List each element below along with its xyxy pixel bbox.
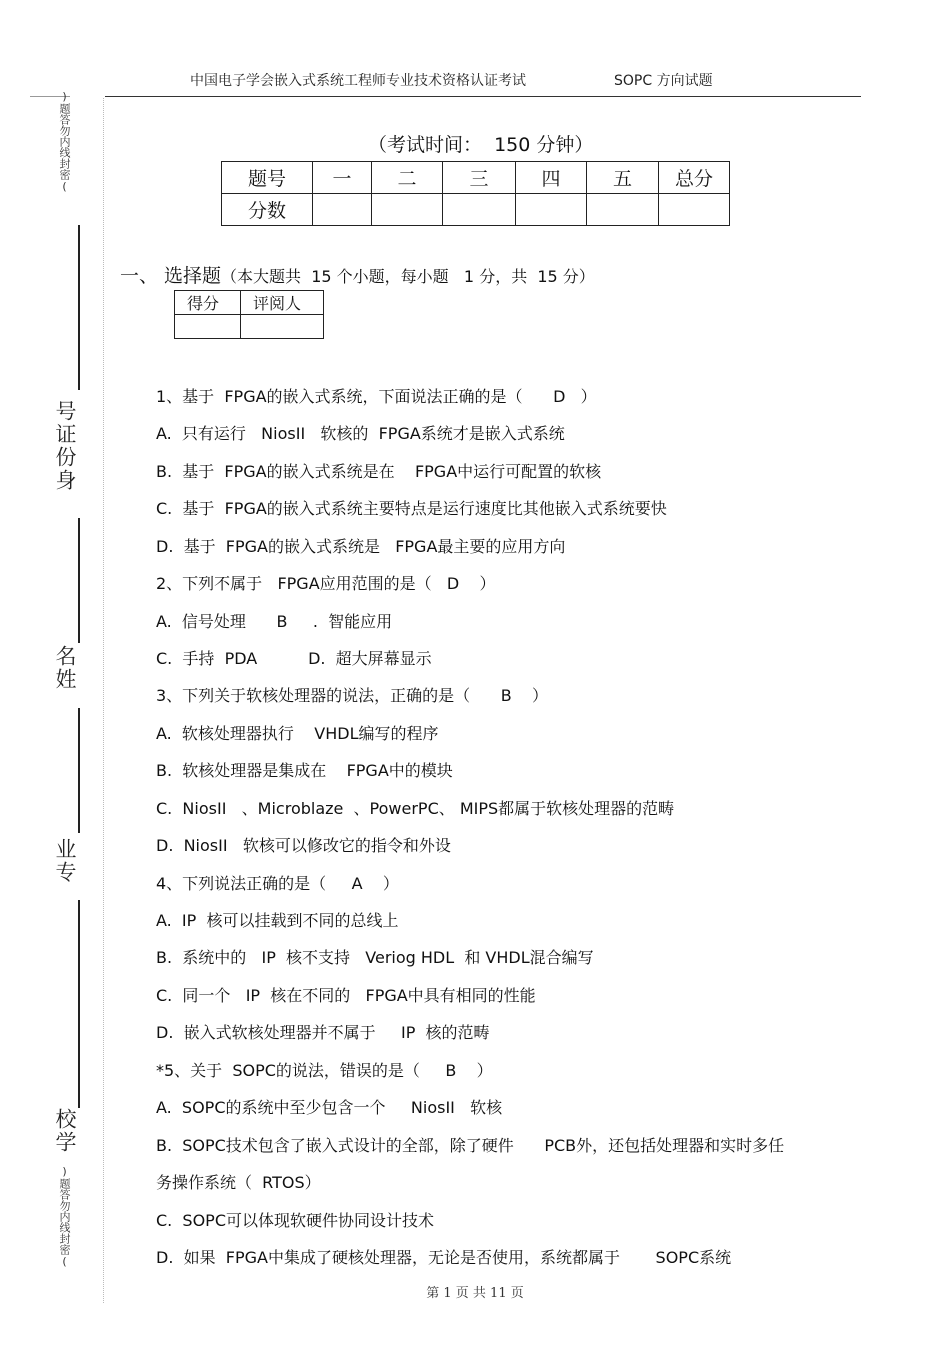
option-5d: D. 如果 FPGA中集成了硬核处理器，无论是否使用，系统都属于 SOPC系统: [156, 1248, 732, 1267]
header-rule: [105, 96, 861, 97]
option-5c: C. SOPC可以体现软硬件协同设计技术: [156, 1211, 435, 1230]
exam-time: （考试时间： 150 分钟）: [368, 134, 594, 156]
binding-line: [78, 900, 80, 1108]
option-4a: A. IP 核可以挂载到不同的总线上: [156, 911, 399, 930]
option-4d: D. 嵌入式软核处理器并不属于 IP 核的范畴: [156, 1023, 490, 1042]
score-header-cell: 四: [516, 162, 587, 194]
name-label: 名姓: [53, 645, 77, 691]
seal-text-bottom: )题答勿内线封密(: [58, 1165, 71, 1268]
score-row-label: 分数: [222, 194, 313, 226]
binding-dotted-line: [103, 98, 104, 1303]
score-cell[interactable]: [313, 194, 372, 226]
binding-line: [78, 518, 80, 643]
question-1: 1、基于 FPGA的嵌入式系统，下面说法正确的是（ D ）: [156, 387, 597, 406]
score-header-cell: 五: [587, 162, 659, 194]
option-5b-continued: 务操作系统（ RTOS）: [156, 1173, 321, 1192]
binding-line: [78, 708, 80, 833]
grader-table: [174, 290, 324, 339]
question-3: 3、下列关于软核处理器的说法，正确的是（ B ）: [156, 686, 549, 705]
school-label: 校学: [53, 1108, 77, 1154]
grader-score-label: 得分: [175, 291, 241, 315]
score-cell[interactable]: [443, 194, 516, 226]
option-3a: A. 软核处理器执行 VHDL编写的程序: [156, 724, 439, 743]
score-header-cell: 一: [313, 162, 372, 194]
option-2cd: C. 手持 PDA D. 超大屏幕显示: [156, 649, 432, 668]
grader-score-cell[interactable]: [175, 315, 241, 339]
option-5b: B. SOPC技术包含了嵌入式设计的全部，除了硬件 PCB外，还包括处理器和实时多任: [156, 1136, 785, 1155]
option-4c: C. 同一个 IP 核在不同的 FPGA中具有相同的性能: [156, 986, 536, 1005]
option-3c: C. NiosII 、Microblaze 、PowerPC、 MIPS都属于软核处理器的范畴: [156, 799, 675, 818]
question-5: *5、关于 SOPC的说法，错误的是（ B ）: [156, 1061, 493, 1080]
section-heading: [120, 261, 595, 288]
score-table-header-row: [222, 162, 730, 194]
grader-name-label: 评阅人: [241, 291, 324, 315]
id-number-label: 号证份身: [53, 400, 77, 492]
page-footer: 第 1 页 共 11 页: [426, 1286, 524, 1301]
seal-text-top: )题答勿内线封密(: [58, 90, 71, 193]
score-table-score-row: [222, 194, 730, 226]
question-4: 4、下列说法正确的是（ A ）: [156, 874, 399, 893]
option-3b: B. 软核处理器是集成在 FPGA中的模块: [156, 761, 453, 780]
score-cell[interactable]: [587, 194, 659, 226]
option-1d: D. 基于 FPGA的嵌入式系统是 FPGA最主要的应用方向: [156, 537, 566, 556]
option-1a: A. 只有运行 NiosII 软核的 FPGA系统才是嵌入式系统: [156, 424, 565, 443]
option-4b: B. 系统中的 IP 核不支持 Veriog HDL 和 VHDL混合编写: [156, 948, 594, 967]
option-1b: B. 基于 FPGA的嵌入式系统是在 FPGA中运行可配置的软核: [156, 462, 602, 481]
score-cell[interactable]: [659, 194, 730, 226]
question-2: 2、下列不属于 FPGA应用范围的是（ D ）: [156, 574, 496, 593]
score-header-cell: 二: [372, 162, 443, 194]
score-header-cell: 三: [443, 162, 516, 194]
score-header-cell: 题号: [222, 162, 313, 194]
exam-direction: SOPC 方向试题: [614, 73, 713, 89]
major-label: 业专: [53, 838, 77, 884]
score-table: [221, 161, 730, 226]
score-cell[interactable]: [372, 194, 443, 226]
option-3d: D. NiosII 软核可以修改它的指令和外设: [156, 836, 451, 855]
binding-line: [78, 225, 80, 390]
option-1c: C. 基于 FPGA的嵌入式系统主要特点是运行速度比其他嵌入式系统要快: [156, 499, 667, 518]
grader-name-cell[interactable]: [241, 315, 324, 339]
exam-title: 中国电子学会嵌入式系统工程师专业技术资格认证考试: [190, 73, 526, 89]
score-header-cell: 总分: [659, 162, 730, 194]
section-title: 一、 选择题: [120, 265, 222, 287]
option-2ab: A. 信号处理 B . 智能应用: [156, 612, 393, 631]
option-5a: A. SOPC的系统中至少包含一个 NiosII 软核: [156, 1098, 503, 1117]
section-note: （本大题共 15 个小题，每小题 1 分，共 15 分）: [221, 267, 595, 286]
score-cell[interactable]: [516, 194, 587, 226]
